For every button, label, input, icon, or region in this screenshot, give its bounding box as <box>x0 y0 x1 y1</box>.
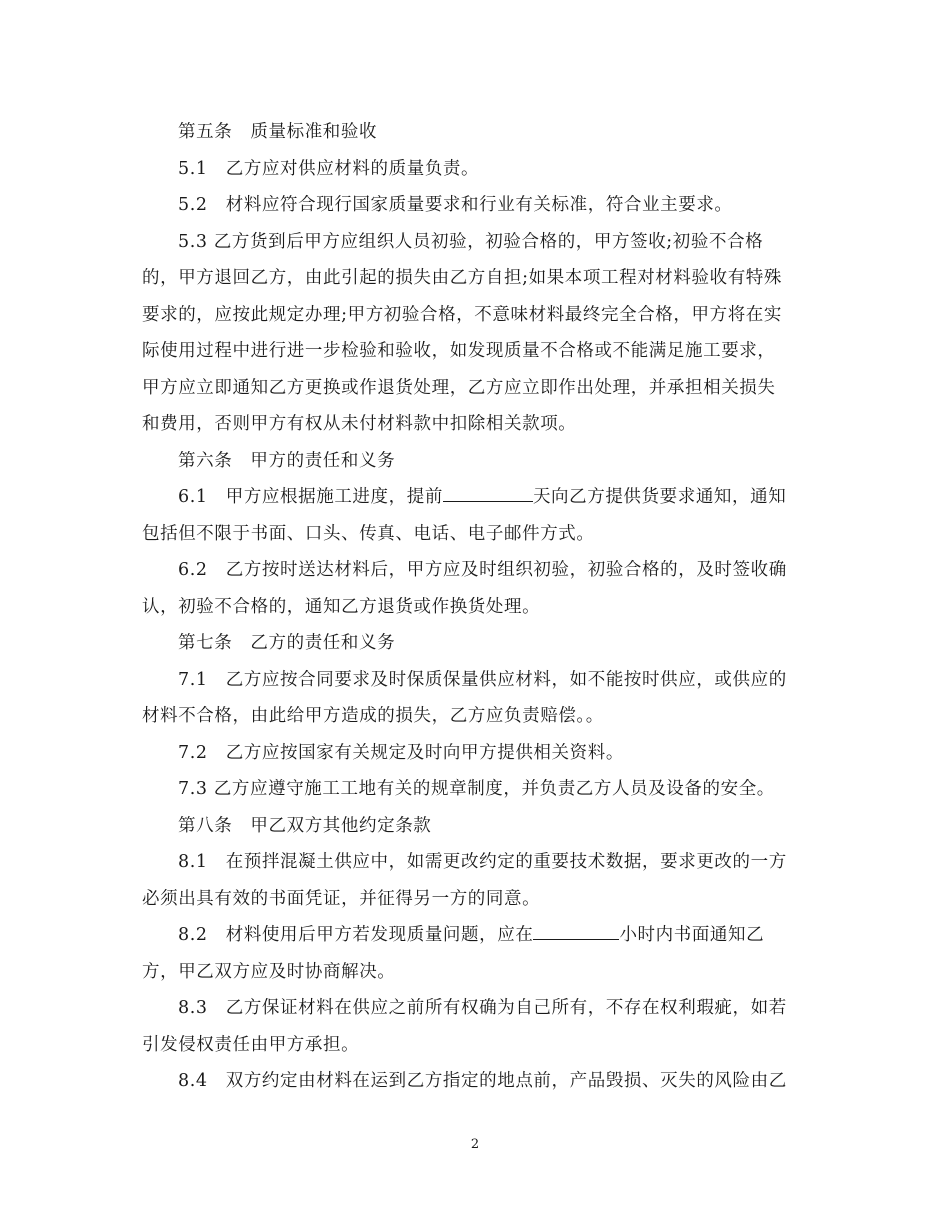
clause-5-3-line-4: 际使用过程中进行进一步检验和验收，如发现质量不合格或不能满足施工要求， <box>142 341 776 361</box>
blank-days-field <box>443 479 533 502</box>
clause-5-3-line-2: 的，甲方退回乙方，由此引起的损失由乙方自担;如果本项工程对材料验收有特殊 <box>142 268 782 288</box>
clause-7-1-line-2: 材料不合格，由此给甲方造成的损失，乙方应负责赔偿。。 <box>142 706 604 726</box>
article-5-heading: 第五条 质量标准和验收 <box>178 122 378 142</box>
article-8-heading: 第八条 甲乙双方其他约定条款 <box>178 815 432 836</box>
clause-7-3: 7.3 乙方应遵守施工工地有关的规章制度，并负责乙方人员及设备的安全。 <box>178 779 775 799</box>
clause-8-1-line-2: 必须出具有效的书面凭证，并征得另一方的同意。 <box>142 888 541 909</box>
blank-hours-field <box>533 917 619 940</box>
clause-5-3-line-6: 和费用，否则甲方有权从未付材料款中扣除相关款项。 <box>142 414 577 434</box>
article-7-heading: 第七条 乙方的责任和义务 <box>178 633 396 653</box>
clause-5-3-line-1: 5.3 乙方货到后甲方应组织人员初验，初验合格的，甲方签收;初验不合格 <box>178 231 764 252</box>
clause-6-1-text-after-blank: 天向乙方提供货要求通知，通知 <box>532 487 787 507</box>
clause-5-3-line-3: 要求的，应按此规定办理;甲方初验合格，不意味材料最终完全合格，甲方将在实 <box>142 304 782 325</box>
clause-8-2-text-after-blank: 小时内书面通知乙 <box>619 925 765 945</box>
clause-8-4-line-1: 8.4 双方约定由材料在运到乙方指定的地点前，产品毁损、灭失的风险由乙 <box>178 1071 787 1091</box>
article-6-heading: 第六条 甲方的责任和义务 <box>178 450 396 471</box>
clause-8-1-line-1: 8.1 在预拌混凝土供应中，如需更改约定的重要技术数据，要求更改的一方 <box>178 852 787 872</box>
clause-8-2-line-1 <box>142 917 810 954</box>
clause-6-1-text-before-blank: 6.1 甲方应根据施工进度，提前 <box>178 487 443 507</box>
clause-6-1-line-2: 包括但不限于书面、口头、传真、电话、电子邮件方式。 <box>142 523 595 544</box>
clause-6-2-line-2: 认，初验不合格的，通知乙方退货或作换货处理。 <box>142 596 541 617</box>
clause-6-1-line-1 <box>142 479 810 516</box>
clause-8-3-line-1: 8.3 乙方保证材料在供应之前所有权确为自己所有，不存在权利瑕疵，如若 <box>178 998 787 1018</box>
clause-5-3-line-5: 甲方应立即通知乙方更换或作退货处理，乙方应立即作出处理，并承担相关损失 <box>142 377 776 398</box>
page-number: 2 <box>470 1137 480 1152</box>
clause-7-2: 7.2 乙方应按国家有关规定及时向甲方提供相关资料。 <box>178 742 624 763</box>
clause-5-2: 5.2 材料应符合现行国家质量要求和行业有关标准，符合业主要求。 <box>178 195 733 215</box>
clause-8-3-line-2: 引发侵权责任由甲方承担。 <box>142 1034 360 1055</box>
clause-8-2-text-before-blank: 8.2 材料使用后甲方若发现质量问题，应在 <box>178 925 534 945</box>
clause-8-2-line-2: 方，甲乙双方应及时协商解决。 <box>142 961 396 982</box>
clause-6-2-line-1: 6.2 乙方按时送达材料后，甲方应及时组织初验，初验合格的，及时签收确 <box>178 560 787 580</box>
clause-5-1: 5.1 乙方应对供应材料的质量负责。 <box>178 158 480 179</box>
document-body <box>142 114 810 1100</box>
clause-7-1-line-1: 7.1 乙方应按合同要求及时保质保量供应材料，如不能按时供应，或供应的 <box>178 669 787 690</box>
